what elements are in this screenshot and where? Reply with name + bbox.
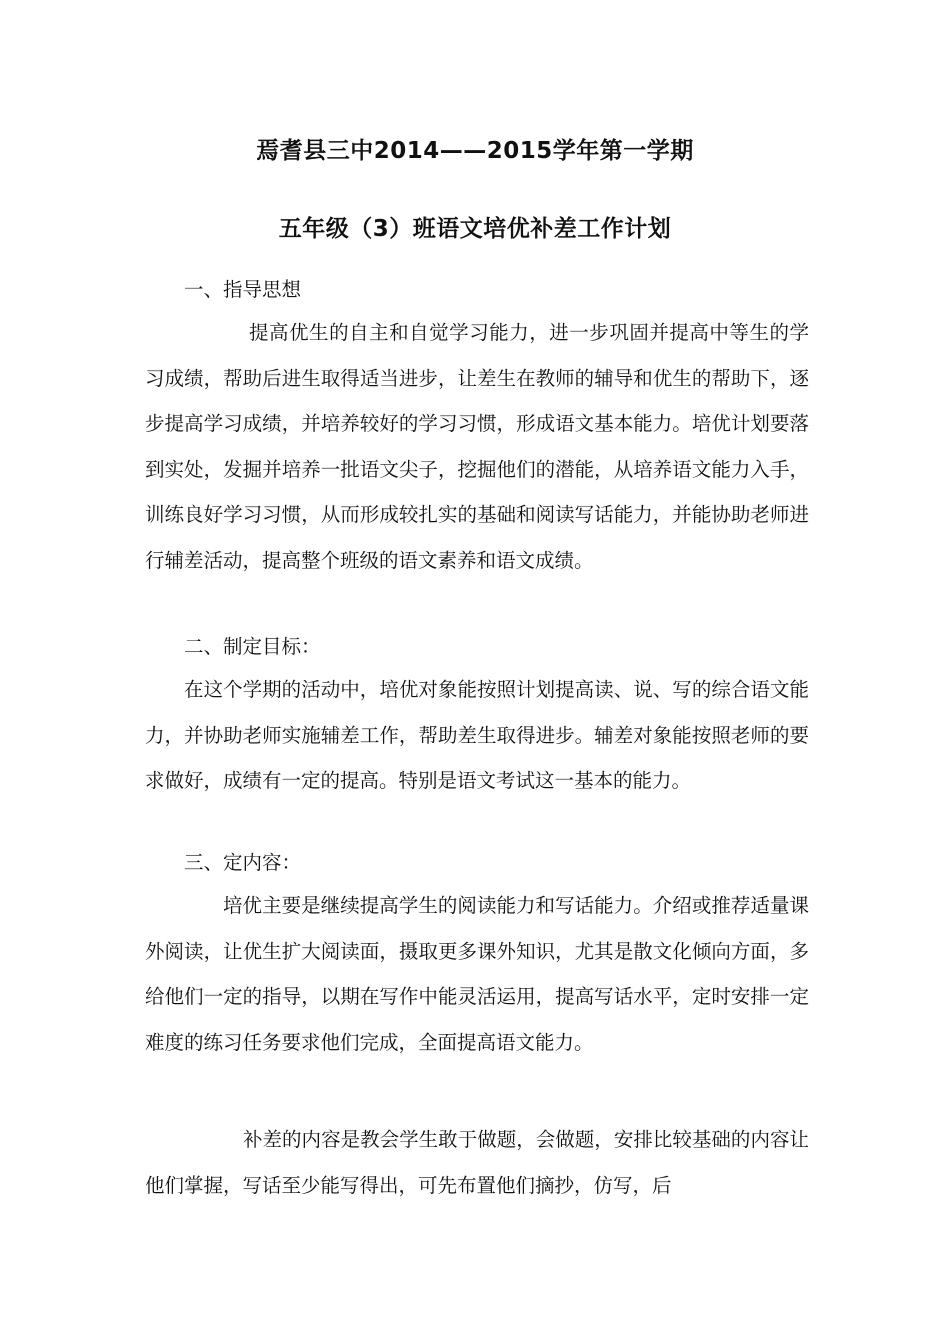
section-heading-content: 三、定内容： bbox=[184, 851, 302, 874]
section-heading-guiding-thought: 一、指导思想 bbox=[184, 278, 302, 301]
section-paragraph-content-advanced: 培优主要是继续提高学生的阅读能力和写话能力。介绍或推荐适量课外阅读，让优生扩大阅读面，摄取更多课外知识，尤其是散文化倾向方面，多给他们一定的指导，以期在写作中能灵活运用，提高写话水平，定时安排一定难度的练习任务要求他们完成，全面提高语文能力。 bbox=[145, 894, 809, 1054]
section-paragraph-guiding-thought: 提高优生的自主和自觉学习能力，进一步巩固并提高中等生的学习成绩，帮助后进生取得适当进步，让差生在教师的辅导和优生的帮助下，逐步提高学习成绩，并培养较好的学习习惯，形成语文基本能力。培优计划要落到实处，发掘并培养一批语文尖子，挖掘他们的潜能，从培养语文能力入手，训练良好学习习惯，从而形成较扎实的基础和阅读写话能力，并能协助老师进行辅差活动，提高整个班级的语文素养和语文成绩。 bbox=[145, 321, 809, 572]
section-paragraph-content-remedial: 补差的内容是教会学生敢于做题，会做题，安排比较基础的内容让他们掌握，写话至少能写得出，可先布置他们摘抄，仿写，后 bbox=[145, 1128, 809, 1197]
section-paragraph-goals: 在这个学期的活动中，培优对象能按照计划提高读、说、写的综合语文能力，并协助老师实施辅差工作，帮助差生取得进步。辅差对象能按照老师的要求做好，成绩有一定的提高。特别是语文考试这一基本的能力。 bbox=[145, 678, 809, 792]
section-heading-goals: 二、制定目标： bbox=[184, 635, 321, 658]
document-title-line2: 五年级（3）班语文培优补差工作计划 bbox=[278, 216, 672, 242]
document-title-line1: 焉耆县三中2014——2015学年第一学期 bbox=[256, 138, 694, 164]
